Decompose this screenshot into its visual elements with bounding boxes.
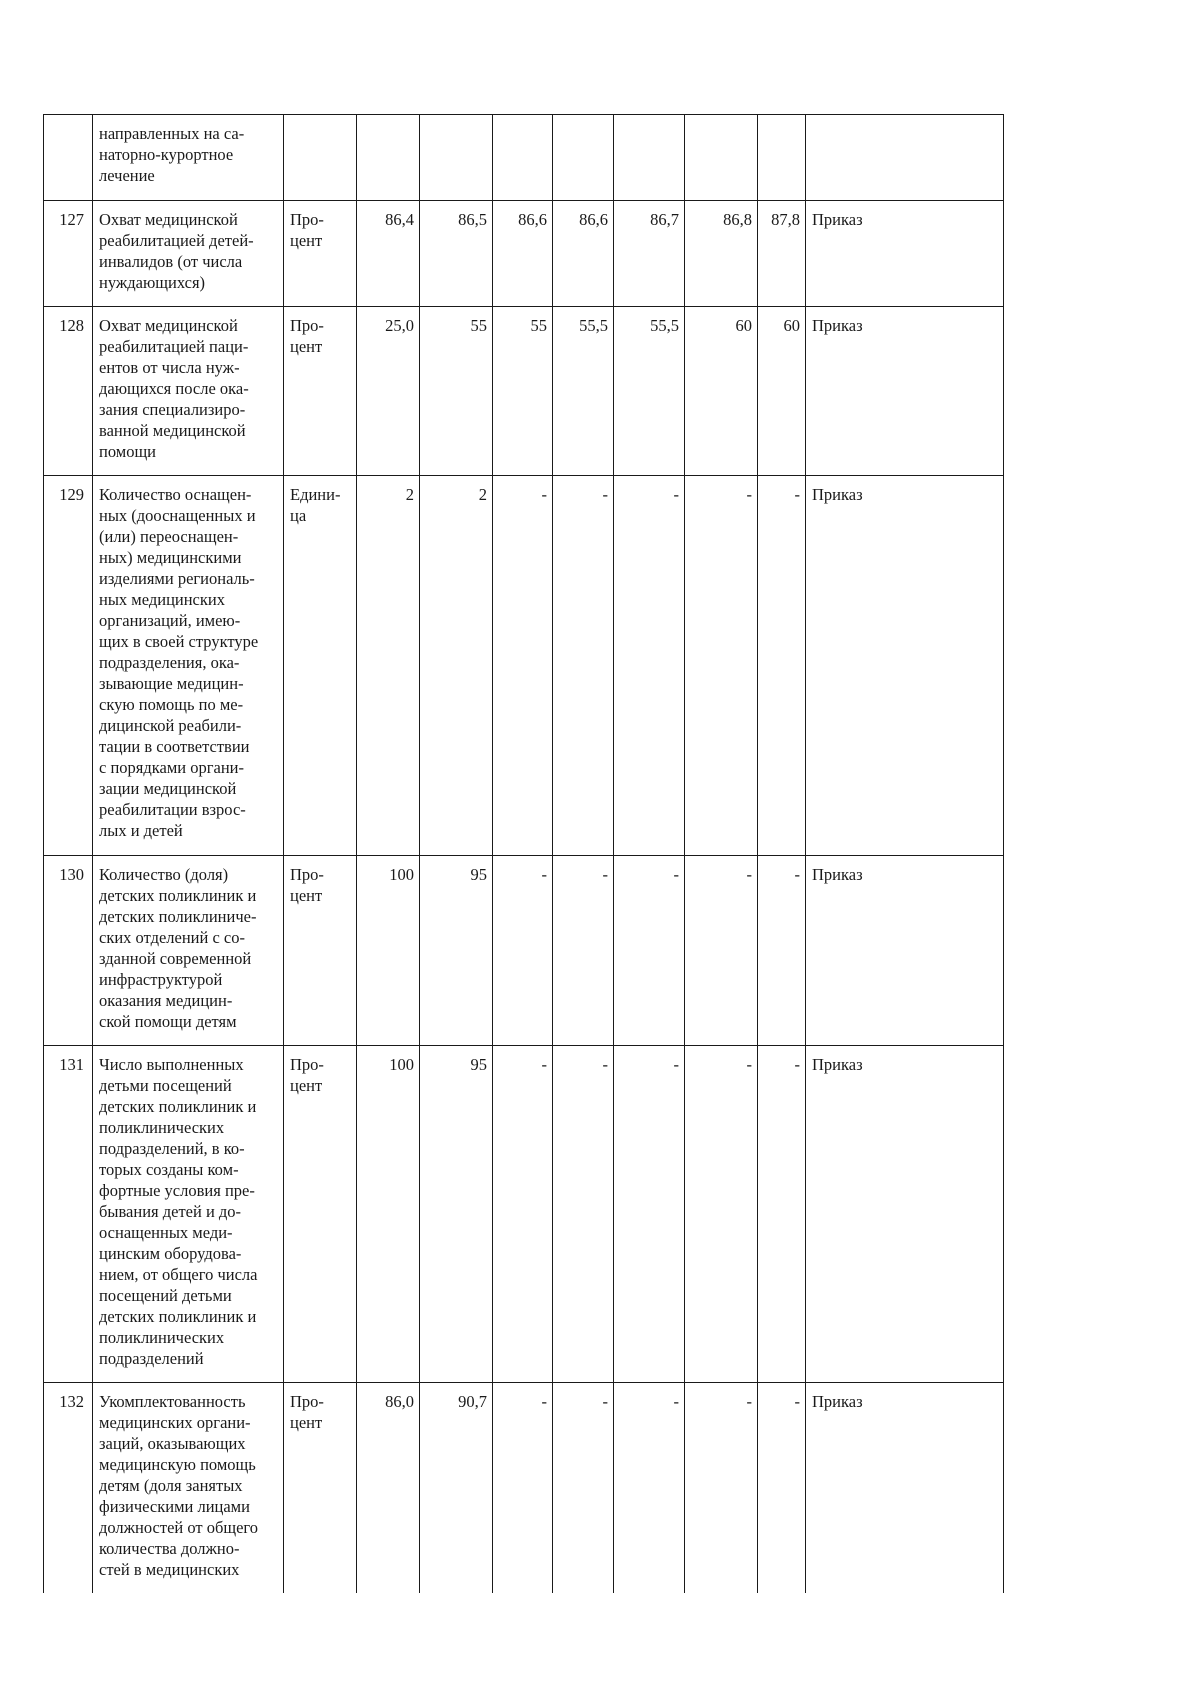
unit-of-measure: Про- цент: [284, 307, 357, 476]
source-document: Приказ: [806, 307, 1004, 476]
value-cell: [493, 115, 553, 201]
value-cell: 2: [357, 476, 420, 856]
unit-of-measure: Про- цент: [284, 1383, 357, 1593]
value-cell: 86,6: [493, 201, 553, 307]
indicator-name: Число выполненных детьми посещений детских поликлиник и поликлинических подразделений, в ко- торых созданы ком- фортные условия пре- бывания детей и до- оснащенных меди- цинским оборудова- нием, от общего числа посещений детьми детских поликлиник и поликлинических подразделений: [93, 1046, 284, 1383]
value-cell: 100: [357, 856, 420, 1046]
value-cell: 86,8: [685, 201, 758, 307]
value-cell: 60: [685, 307, 758, 476]
value-cell: [614, 115, 685, 201]
value-cell: -: [553, 1383, 614, 1593]
indicator-name: Укомплектованность медицинских органи- заций, оказывающих медицинскую помощь детям (доля занятых физическими лицами должностей от общего количества должно- стей в медицинских: [93, 1383, 284, 1593]
value-cell: [357, 115, 420, 201]
value-cell: 95: [420, 856, 493, 1046]
value-cell: -: [614, 1046, 685, 1383]
value-cell: -: [493, 856, 553, 1046]
value-cell: 55,5: [614, 307, 685, 476]
value-cell: -: [493, 1383, 553, 1593]
value-cell: -: [614, 856, 685, 1046]
row-number: 129: [44, 476, 93, 856]
value-cell: -: [493, 1046, 553, 1383]
value-cell: -: [685, 1046, 758, 1383]
row-number: [44, 115, 93, 201]
value-cell: -: [614, 476, 685, 856]
value-cell: -: [758, 476, 806, 856]
value-cell: -: [685, 476, 758, 856]
source-document: Приказ: [806, 1383, 1004, 1593]
value-cell: -: [685, 1383, 758, 1593]
table-row: [44, 1046, 1004, 1383]
table-row: [44, 476, 1004, 856]
value-cell: 60: [758, 307, 806, 476]
value-cell: [553, 115, 614, 201]
value-cell: -: [553, 476, 614, 856]
value-cell: 55: [493, 307, 553, 476]
row-number: 127: [44, 201, 93, 307]
source-document: Приказ: [806, 476, 1004, 856]
row-number: 132: [44, 1383, 93, 1593]
indicator-name: Охват медицинской реабилитацией детей- инвалидов (от числа нуждающихся): [93, 201, 284, 307]
value-cell: 2: [420, 476, 493, 856]
value-cell: -: [758, 1046, 806, 1383]
value-cell: 25,0: [357, 307, 420, 476]
source-document: [806, 115, 1004, 201]
source-document: Приказ: [806, 201, 1004, 307]
row-number: 128: [44, 307, 93, 476]
table-row: [44, 1383, 1004, 1593]
unit-of-measure: Про- цент: [284, 856, 357, 1046]
unit-of-measure: Про- цент: [284, 201, 357, 307]
value-cell: -: [553, 1046, 614, 1383]
value-cell: [758, 115, 806, 201]
unit-of-measure: Про- цент: [284, 1046, 357, 1383]
row-number: 131: [44, 1046, 93, 1383]
value-cell: 95: [420, 1046, 493, 1383]
indicators-table: [43, 114, 1004, 1593]
source-document: Приказ: [806, 856, 1004, 1046]
source-document: Приказ: [806, 1046, 1004, 1383]
value-cell: 87,8: [758, 201, 806, 307]
row-number: 130: [44, 856, 93, 1046]
value-cell: [420, 115, 493, 201]
table-row: [44, 201, 1004, 307]
value-cell: 86,6: [553, 201, 614, 307]
value-cell: -: [614, 1383, 685, 1593]
unit-of-measure: Едини- ца: [284, 476, 357, 856]
table-row: [44, 307, 1004, 476]
value-cell: 86,5: [420, 201, 493, 307]
value-cell: -: [758, 1383, 806, 1593]
value-cell: 86,0: [357, 1383, 420, 1593]
indicator-name: направленных на са- наторно-курортное лечение: [93, 115, 284, 201]
value-cell: 55: [420, 307, 493, 476]
value-cell: 90,7: [420, 1383, 493, 1593]
value-cell: [685, 115, 758, 201]
value-cell: 86,4: [357, 201, 420, 307]
table-row: [44, 115, 1004, 201]
indicator-name: Количество оснащен- ных (дооснащенных и (или) переоснащен- ных) медицинскими изделиями региональ- ных медицинских организаций, имею- щих в своей структуре подразделения, ока- зывающие медицин- скую помощь по ме- дицинской реабили- тации в соответствии с порядками органи- зации медицинской реабилитации взрос- лых и детей: [93, 476, 284, 856]
value-cell: -: [685, 856, 758, 1046]
value-cell: 55,5: [553, 307, 614, 476]
indicator-name: Охват медицинской реабилитацией паци- ентов от числа нуж- дающихся после ока- зания специализиро- ванной медицинской помощи: [93, 307, 284, 476]
value-cell: -: [553, 856, 614, 1046]
value-cell: -: [758, 856, 806, 1046]
unit-of-measure: [284, 115, 357, 201]
table-row: [44, 856, 1004, 1046]
value-cell: 100: [357, 1046, 420, 1383]
value-cell: 86,7: [614, 201, 685, 307]
indicator-name: Количество (доля) детских поликлиник и детских поликлиниче- ских отделений с со- зданной современной инфраструктурой оказания медицин- ской помощи детям: [93, 856, 284, 1046]
value-cell: -: [493, 476, 553, 856]
